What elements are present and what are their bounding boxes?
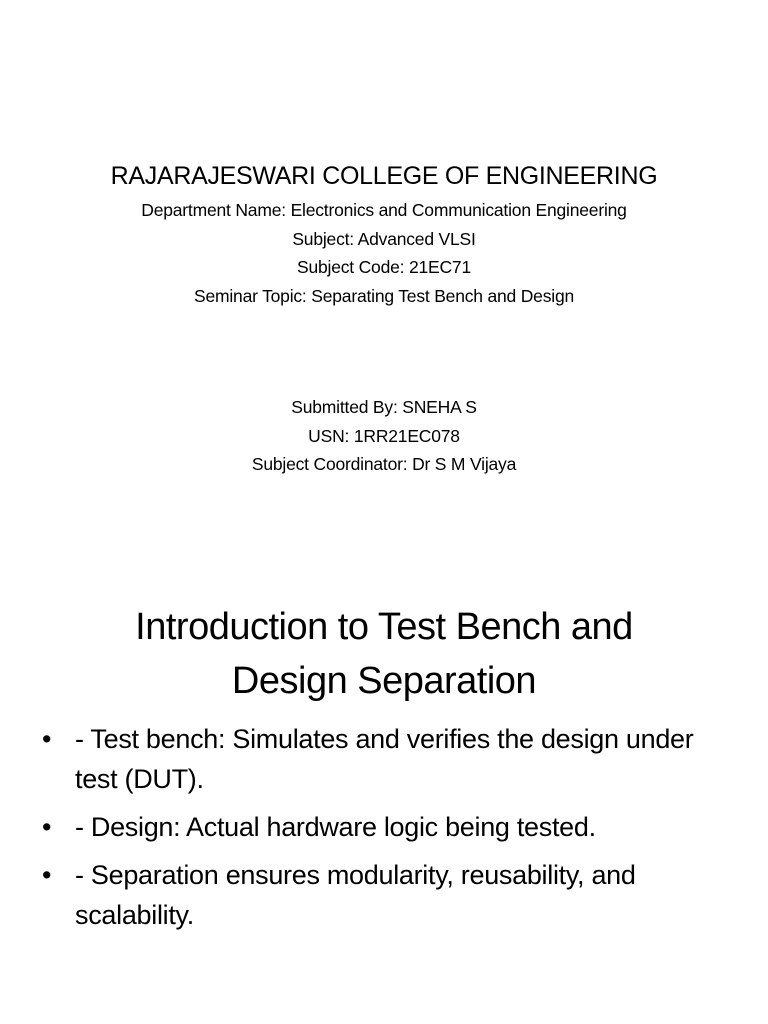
bullet-item — [40, 807, 740, 847]
subject: Subject: Advanced VLSI — [292, 229, 476, 249]
bullet-icon: • — [42, 812, 52, 842]
department-name: Department Name: Electronics and Communication Engineering — [141, 200, 627, 220]
slide-title — [0, 600, 768, 708]
bullet-text: - Separation ensures modularity, reusability, and scalability. — [75, 860, 636, 930]
subject-code: Subject Code: 21EC71 — [296, 257, 472, 277]
slide-title-line-2: Design Separation — [231, 660, 537, 702]
bullet-item — [40, 719, 740, 799]
usn: USN: 1RR21EC078 — [308, 426, 460, 446]
college-name: RAJARAJESWARI COLLEGE OF ENGINEERING — [110, 162, 658, 190]
content-slide — [0, 576, 768, 1024]
bullet-icon: • — [42, 724, 52, 754]
slide-title-line-1: Introduction to Test Bench and — [135, 606, 633, 648]
subject-coordinator: Subject Coordinator: Dr S M Vijaya — [251, 454, 517, 474]
bullet-text: - Design: Actual hardware logic being tested. — [75, 812, 596, 842]
bullet-icon: • — [42, 860, 52, 890]
bullet-text: - Test bench: Simulates and verifies the design under test (DUT). — [75, 724, 694, 794]
seminar-topic: Seminar Topic: Separating Test Bench and Design — [193, 286, 575, 306]
bullet-item — [40, 855, 740, 935]
submitted-by: Submitted By: SNEHA S — [291, 397, 477, 417]
bullet-list — [40, 719, 740, 943]
